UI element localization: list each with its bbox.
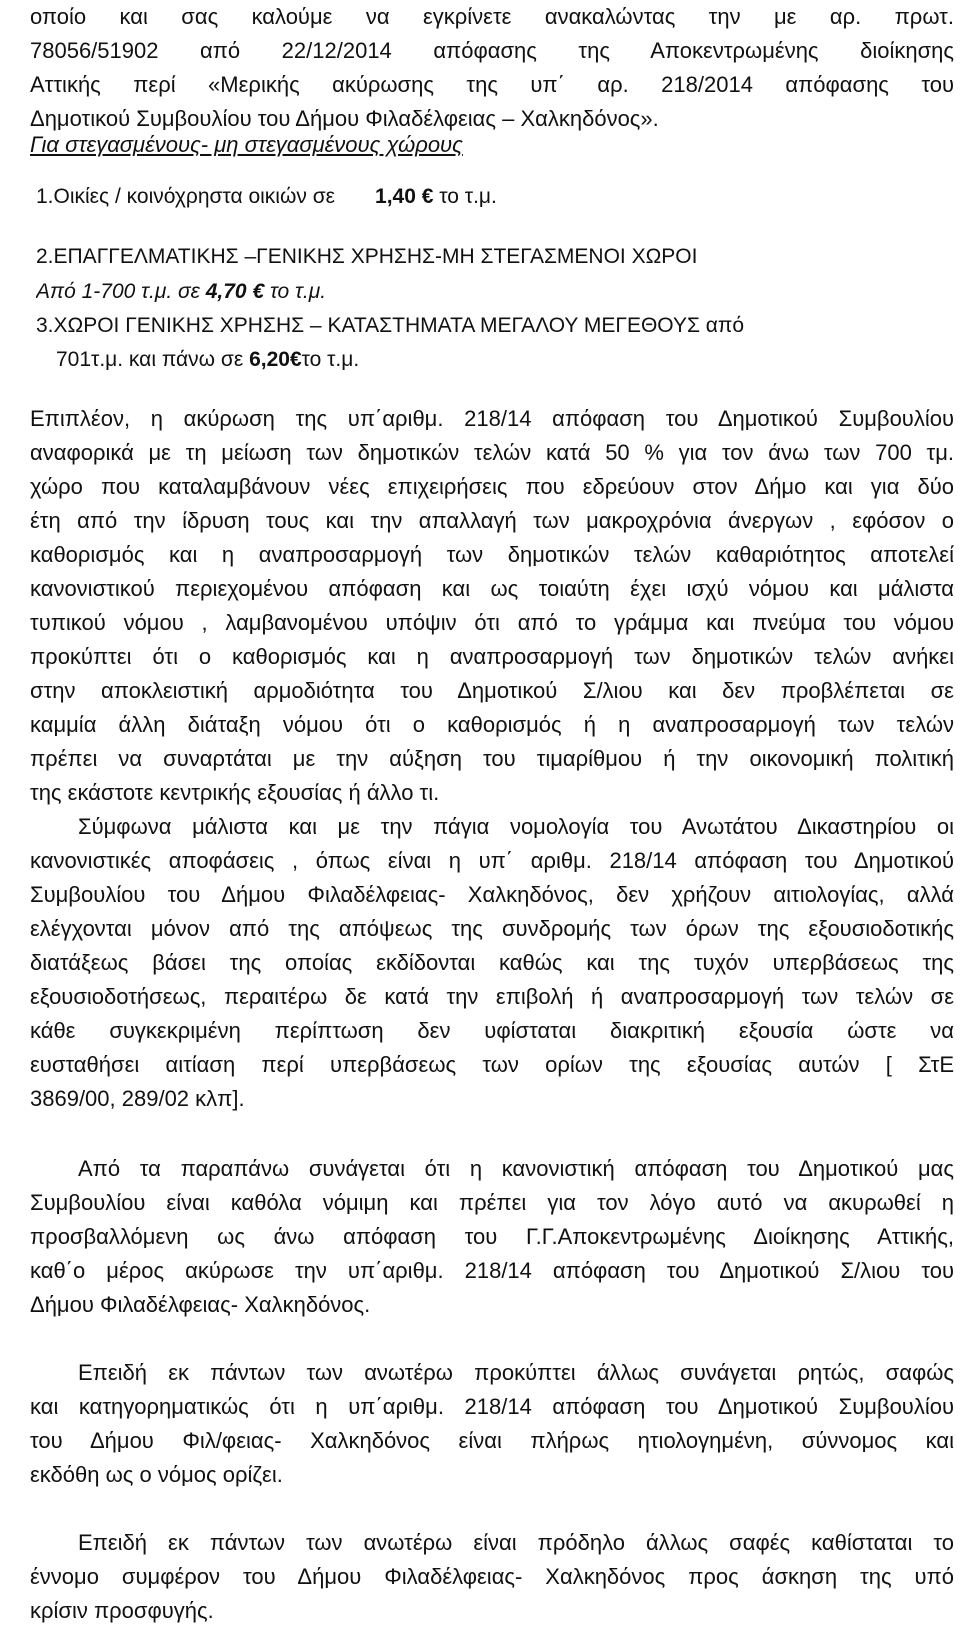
para-1-line-10: καμμία άλλη διάταξη νόμου ότι ο καθορισμός ή η αναπροσαρμογή των τελών xyxy=(30,712,954,737)
para-3-line-3: προσβαλλόμενη ως άνω απόφαση του Γ.Γ.Αποκεντρωμένης Διοίκησης Αττικής, xyxy=(30,1224,954,1249)
item-3-title: 3.ΧΩΡΟΙ ΓΕΝΙΚΗΣ ΧΡΗΣΗΣ – ΚΑΤΑΣΤΗΜΑΤΑ ΜΕΓΑΛΟΥ ΜΕΓΕΘΟΥΣ από xyxy=(36,314,745,337)
para-5-line-3: κρίσιν προσφυγής. xyxy=(30,1598,214,1623)
para-2-line-8: ευσταθήσει αιτίαση περί υπερβάσεως των ορίων της εξουσίας αυτών [ ΣτΕ xyxy=(30,1052,954,1077)
para-3-line-5: Δήμου Φιλαδέλφειας- Χαλκηδόνος. xyxy=(30,1292,371,1317)
para-2-line-5: διατάξεως βάσει της οποίας εκδίδονται καθώς και της τυχόν υπερβάσεως της xyxy=(30,950,954,975)
item-3-unit: το τ.μ. xyxy=(301,348,360,371)
para-1-line-1: Επιπλέον, η ακύρωση της υπ΄αριθμ. 218/14 απόφαση του Δημοτικού Συμβουλίου xyxy=(30,406,954,431)
para-2-line-7: κάθε συγκεκριμένη περίπτωση δεν υφίσταται διακριτική εξουσία ώστε να xyxy=(30,1018,954,1043)
para-2-line-6: εξουσιοδοτήσεως, περαιτέρω δε κατά την επιβολή ή αναπροσαρμογή των τελών σε xyxy=(30,984,954,1009)
euro-symbol: € xyxy=(421,185,434,208)
para-1-line-3: χώρο που καταλαμβάνουν νέες επιχειρήσεις που εδρεύουν στον Δήμο και για δύο xyxy=(30,474,954,499)
para-1-line-6: κανονιστικού περιεχομένου απόφαση και ως τοιαύτη έχει ισχύ νόμου και μάλιστα xyxy=(30,576,954,601)
intro-line-2: 78056/51902 από 22/12/2014 απόφασης της Αποκεντρωμένης διοίκησης xyxy=(30,38,954,63)
para-2-line-2: κανονιστικές αποφάσεις , όπως είναι η υπ΄ αριθμ. 218/14 απόφαση του Δημοτικού xyxy=(30,848,954,873)
para-2-line-1: Σύμφωνα μάλιστα και με την πάγια νομολογία του Ανωτάτου Δικαστηρίου οι xyxy=(78,814,954,839)
item-1-unit: το τ.μ. xyxy=(439,185,497,208)
para-1-line-5: καθορισμός και η αναπροσαρμογή των δημοτικών τελών καθαριότητος αποτελεί xyxy=(30,542,954,567)
para-2-line-9: 3869/00, 289/02 κλπ]. xyxy=(30,1086,245,1111)
item-3-range-line xyxy=(56,343,359,377)
para-2-line-3: Συμβουλίου του Δήμου Φιλαδέλφειας- Χαλκηδόνος, δεν χρήζουν αιτιολογίας, αλλά xyxy=(30,882,954,907)
para-3-line-2: Συμβουλίου είναι καθόλα νόμιμη και πρέπει για τον λόγο αυτό να ακυρωθεί η xyxy=(30,1190,954,1215)
para-4-line-1: Επειδή εκ πάντων των ανωτέρω προκύπτει άλλως συνάγεται ρητώς, σαφώς xyxy=(78,1360,954,1385)
item-2-range: Από 1-700 τ.μ. σε xyxy=(36,280,200,303)
item-2-range-line xyxy=(36,275,326,309)
item-1-text: 1.Οικίες / κοινόχρηστα οικιών σε xyxy=(36,185,336,208)
para-3-line-1: Από τα παραπάνω συνάγεται ότι η κανονιστική απόφαση του Δημοτικού μας xyxy=(78,1156,954,1181)
para-1-line-7: τυπικού νόμου , λαμβανομένου υπόψιν ότι από το γράμμα και πνεύμα του νόμου xyxy=(30,610,954,635)
intro-line-1: οποίο και σας καλούμε να εγκρίνετε ανακαλώντας την με αρ. πρωτ. xyxy=(30,4,954,29)
euro-symbol: € xyxy=(289,348,302,371)
item-1 xyxy=(36,180,497,214)
para-4-line-4: εκδόθη ως ο νόμος ορίζει. xyxy=(30,1462,283,1487)
para-1-line-8: προκύπτει ότι ο καθορισμός και η αναπροσαρμογή των δημοτικών τελών ανήκει xyxy=(30,644,954,669)
section-heading: Για στεγασμένους- μη στεγασμένους χώρους xyxy=(30,132,463,157)
item-2-title: 2.ΕΠΑΓΓΕΛΜΑΤΙΚΗΣ –ΓΕΝΙΚΗΣ ΧΡΗΣΗΣ-ΜΗ ΣΤΕΓΑΣΜΕΝΟΙ ΧΩΡΟΙ xyxy=(36,245,698,268)
para-1-line-9: στην αποκλειστική αρμοδιότητα του Δημοτικού Σ/λιου και δεν προβλέπεται σε xyxy=(30,678,954,703)
para-1-line-4: έτη από την ίδρυση τους και την απαλλαγή των μακροχρόνια άνεργων , εφόσον ο xyxy=(30,508,954,533)
para-5-line-1: Επειδή εκ πάντων των ανωτέρω είναι πρόδηλο άλλως σαφές καθίσταται το xyxy=(78,1530,954,1555)
para-4-line-2: και κατηγορηματικώς ότι η υπ΄αριθμ. 218/14 απόφαση του Δημοτικού Συμβουλίου xyxy=(30,1394,954,1419)
euro-symbol: € xyxy=(252,280,265,303)
item-2-unit: το τ.μ. xyxy=(269,280,327,303)
item-3-range: 701τ.μ. και πάνω σε xyxy=(56,348,244,371)
para-4-line-3: του Δήμου Φιλ/φειας- Χαλκηδόνος είναι πλήρως ητιολογημένη, σύννομος και xyxy=(30,1428,954,1453)
para-3-line-4: καθ΄ο μέρος ακύρωσε την υπ΄αριθμ. 218/14 απόφαση του Δημοτικού Σ/λιου του xyxy=(30,1258,954,1283)
intro-line-3: Αττικής περί «Μερικής ακύρωσης της υπ΄ αρ. 218/2014 απόφασης του xyxy=(30,72,954,97)
item-3-price: 6,20 xyxy=(249,348,290,371)
para-1-line-11: πρέπει να συναρτάται με την αύξηση του τιμαρίθμου ή την οικονομική πολιτική xyxy=(30,746,954,771)
para-2-line-4: ελέγχονται μόνον από της απόψεως της συνδρομής των όρων της εξουσιοδοτικής xyxy=(30,916,954,941)
para-1-line-2: αναφορικά με τη μείωση των δημοτικών τελών κατά 50 % για τον άνω των 700 τμ. xyxy=(30,440,954,465)
item-2-price: 4,70 xyxy=(205,280,247,303)
para-1-line-12: της εκάστοτε κεντρικής εξουσίας ή άλλο τι. xyxy=(30,780,440,805)
intro-line-4: Δημοτικού Συμβουλίου του Δήμου Φιλαδέλφειας – Χαλκηδόνος». xyxy=(30,106,659,131)
item-1-price: 1,40 xyxy=(375,185,416,208)
para-5-line-2: έννομο συμφέρον του Δήμου Φιλαδέλφειας- Χαλκηδόνος προς άσκηση της υπό xyxy=(30,1564,954,1589)
